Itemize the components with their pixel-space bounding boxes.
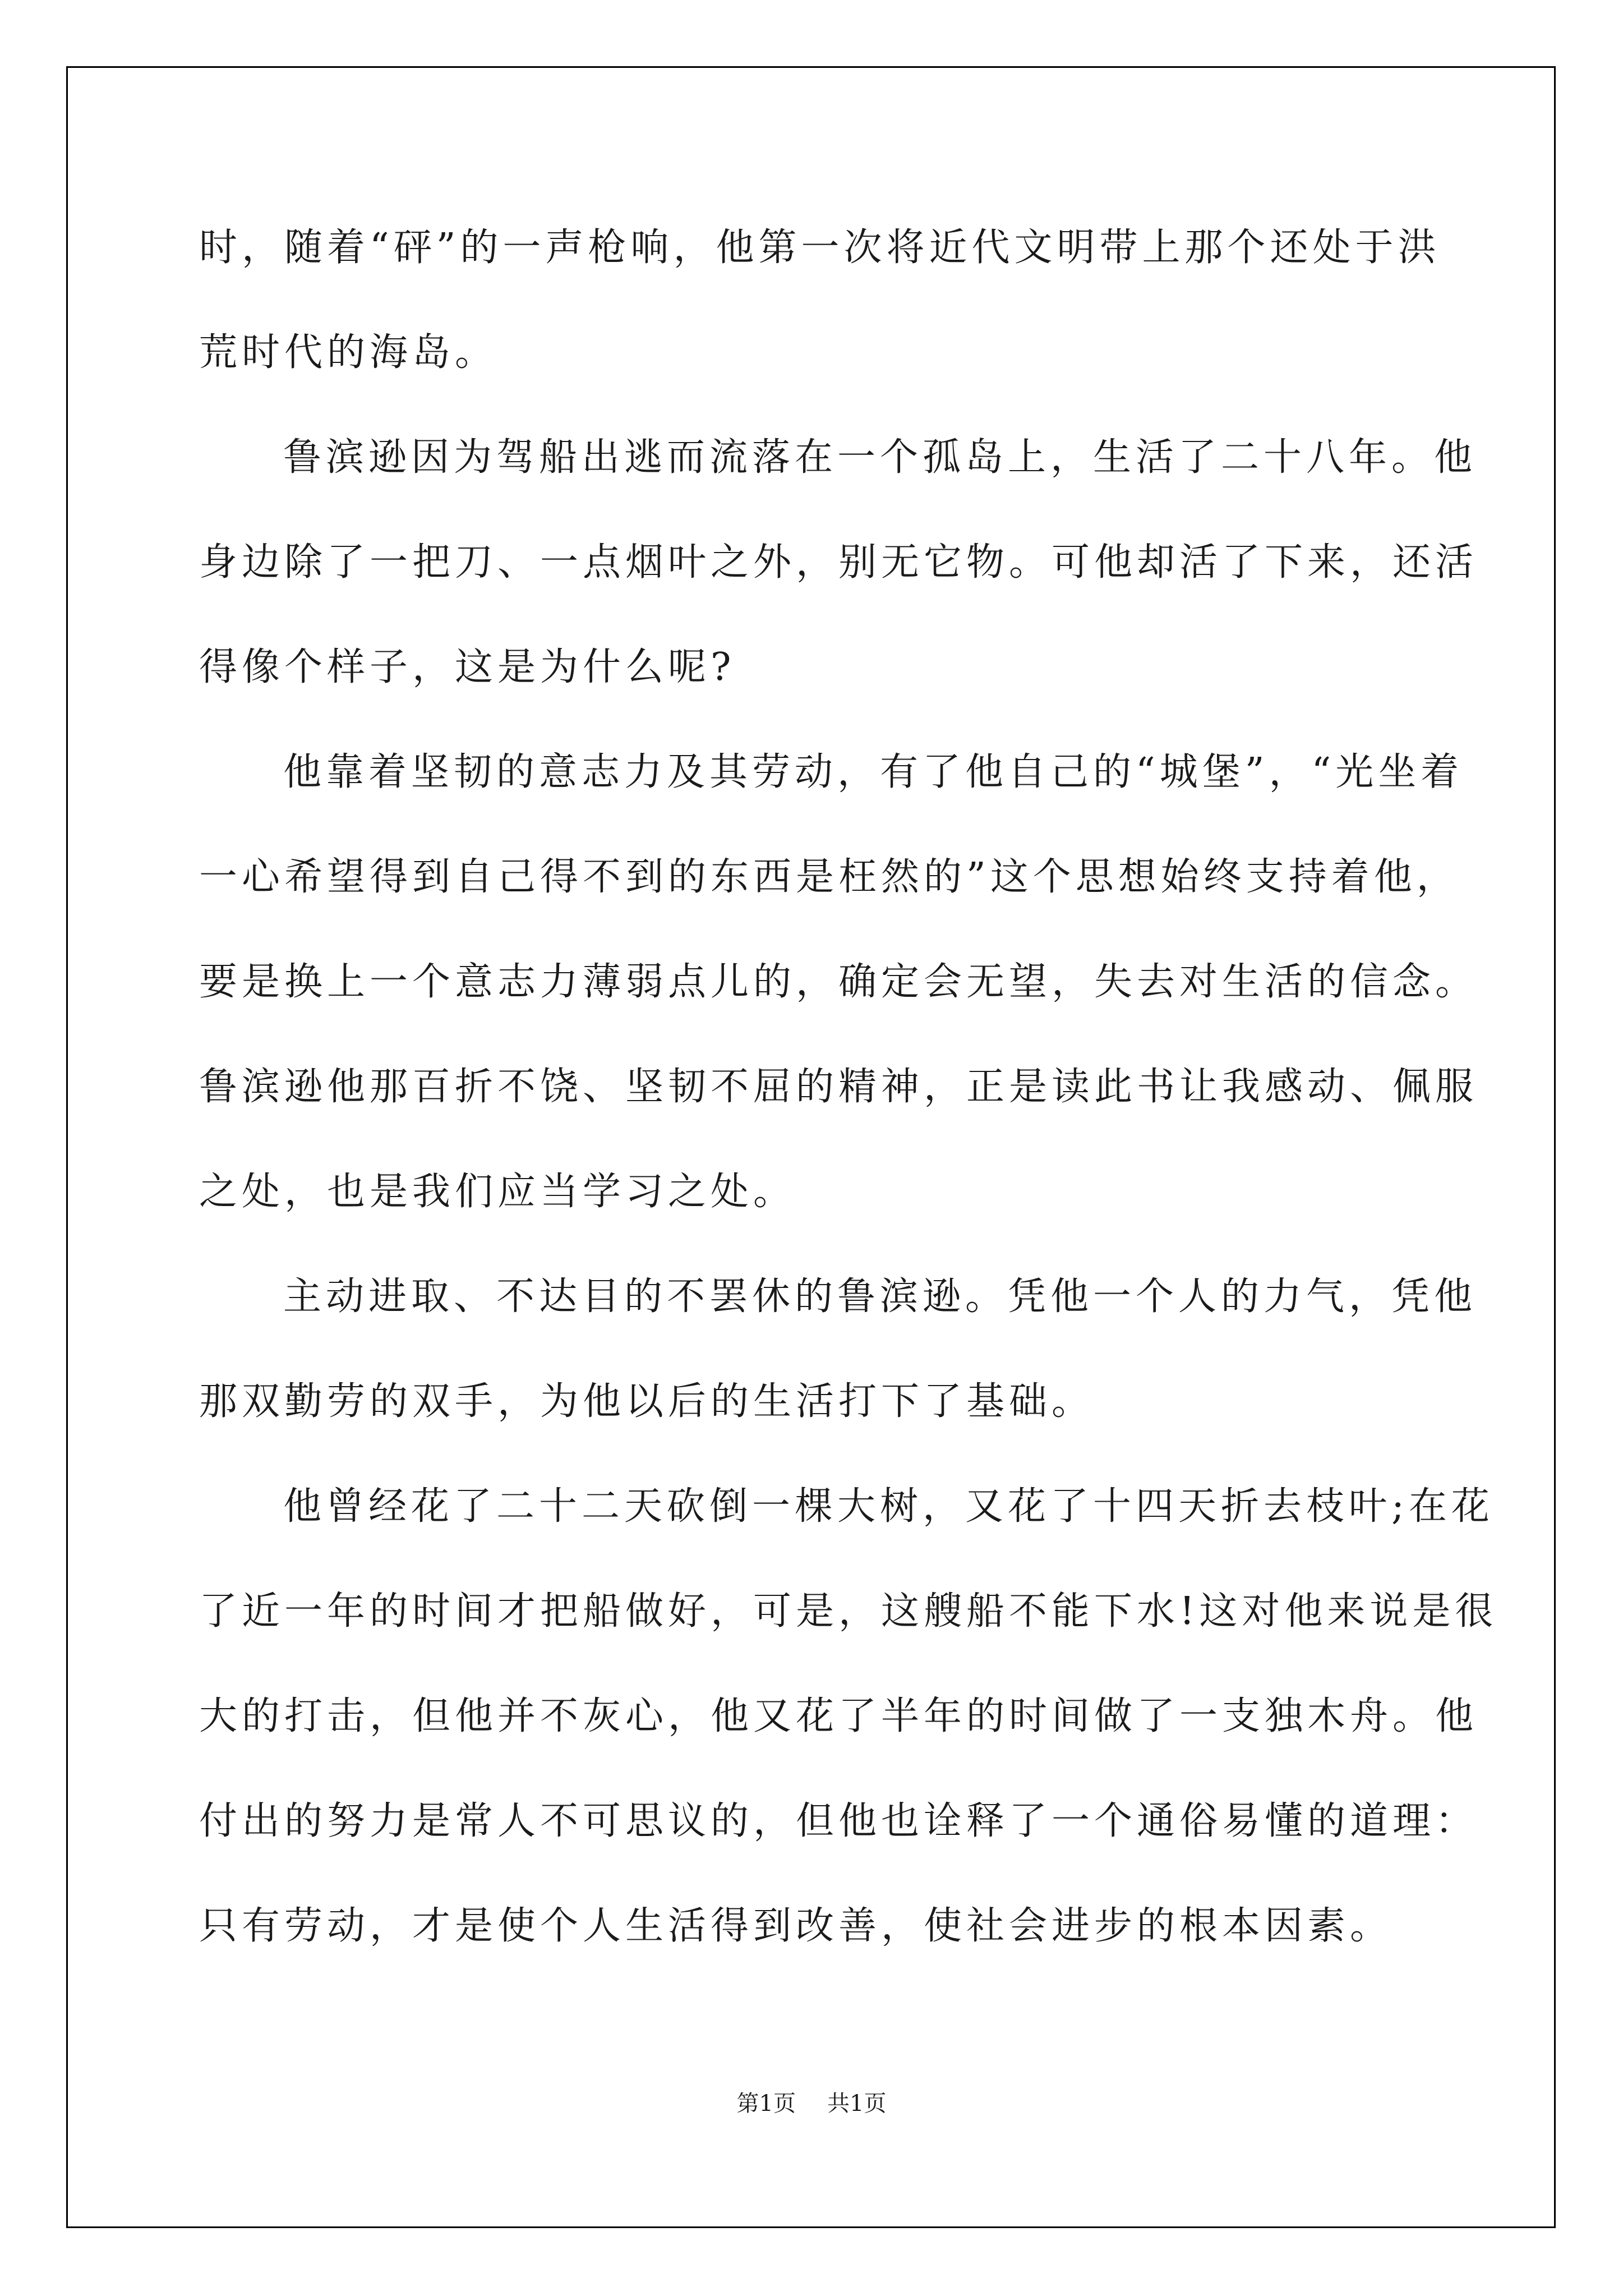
text-line: 荒时代的海岛。 — [199, 330, 498, 375]
text-line: 了近一年的时间才把船做好，可是，这艘船不能下水!这对他来说是很 — [199, 1589, 1498, 1634]
text-line: 主动进取、不达目的不罢休的鲁滨逊。凭他一个人的力气，凭他 — [283, 1274, 1477, 1319]
page-total: 共1页 — [827, 2091, 887, 2116]
text-line: 那双勤劳的双手，为他以后的生活打下了基础。 — [199, 1379, 1095, 1424]
text-line: 得像个样子，这是为什么呢? — [199, 645, 736, 689]
text-line: 一心希望得到自己得不到的东西是枉然的”这个思想始终支持着他， — [199, 855, 1459, 899]
text-line: 只有劳动，才是使个人生活得到改善，使社会进步的根本因素。 — [199, 1904, 1393, 1948]
text-line: 之处，也是我们应当学习之处。 — [199, 1170, 796, 1214]
text-line: 时，随着“砰”的一声枪响，他第一次将近代文明带上那个还处于洪 — [199, 226, 1441, 270]
text-line: 身边除了一把刀、一点烟叶之外，别无它物。可他却活了下来，还活 — [199, 540, 1478, 585]
text-line: 大的打击，但他并不灰心，他又花了半年的时间做了一支独木舟。他 — [199, 1694, 1478, 1738]
text-line: 他曾经花了二十二天砍倒一棵大树，又花了十四天折去枝叶;在花 — [283, 1484, 1494, 1529]
page-footer — [0, 2087, 1623, 2120]
document-body — [199, 209, 1498, 1992]
text-line: 鲁滨逊他那百折不饶、坚韧不屈的精神，正是读此书让我感动、佩服 — [199, 1065, 1478, 1109]
text-line: 付出的努力是常人不可思议的，但他也诠释了一个通俗易懂的道理： — [199, 1799, 1478, 1843]
text-line: 要是换上一个意志力薄弱点儿的，确定会无望，失去对生活的信念。 — [199, 960, 1478, 1004]
text-line: 鲁滨逊因为驾船出逃而流落在一个孤岛上，生活了二十八年。他 — [283, 435, 1477, 480]
text-line: 他靠着坚韧的意志力及其劳动，有了他自己的“城堡”，“光坐着 — [283, 750, 1464, 794]
page-number: 第1页 — [736, 2091, 796, 2116]
